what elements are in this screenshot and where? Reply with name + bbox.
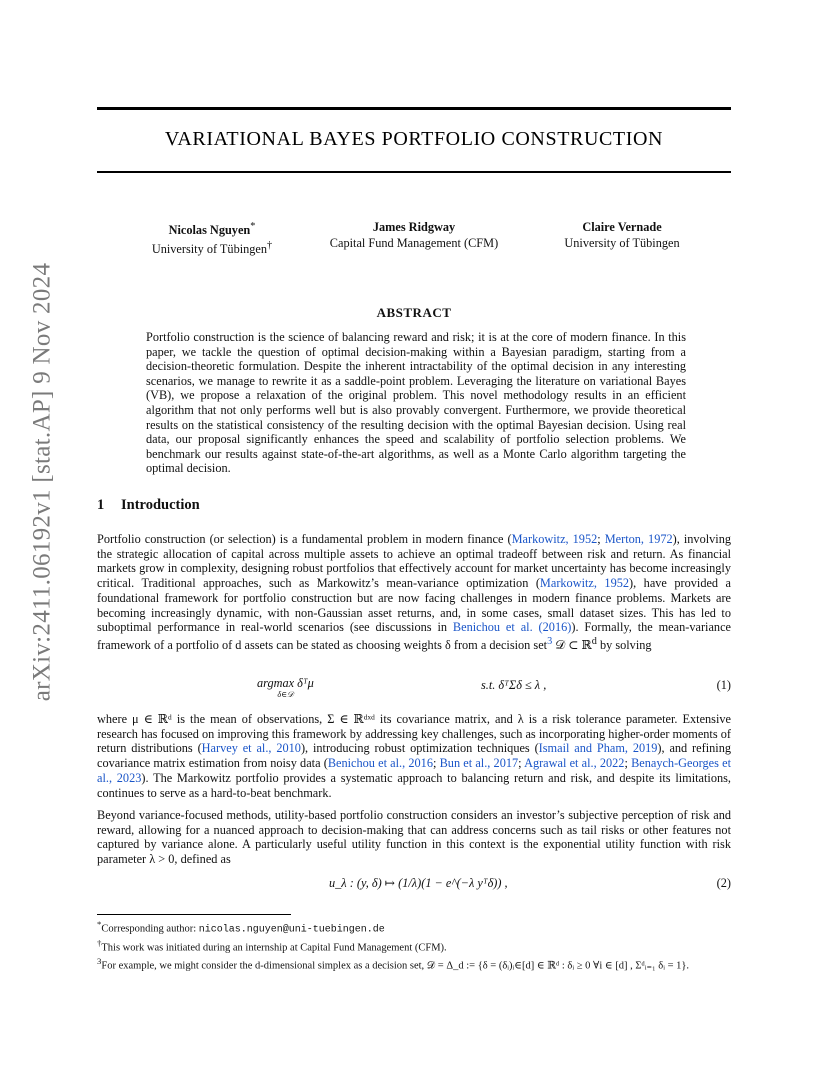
footnote	[97, 937, 731, 955]
superscript: d	[591, 635, 597, 647]
paper-title: VARIATIONAL BAYES PORTFOLIO CONSTRUCTION	[164, 128, 664, 150]
title-top-rule	[97, 107, 731, 110]
footnote-rule	[97, 914, 291, 915]
equation-constraint: s.t. δᵀΣδ ≤ λ ,	[481, 678, 547, 692]
text-run: Portfolio construction (or selection) is a fundamental problem in modern finance (	[97, 532, 512, 546]
text-run: ), introducing robust optimization techniques (	[300, 741, 539, 756]
equation-objective: argmax δᵀμ	[257, 676, 314, 690]
text-run: ;	[518, 756, 525, 771]
citation-link[interactable]: Benichou et al. (2016)	[452, 620, 572, 635]
author-affiliation: University of Tübingen	[564, 236, 680, 250]
equation-subscript: δ∈𝒟	[277, 690, 294, 699]
title-bottom-rule	[97, 171, 731, 173]
citation-link[interactable]: Benichou et al., 2016	[327, 756, 433, 771]
section-title: Introduction	[121, 497, 200, 513]
intro-paragraph-1	[97, 532, 731, 653]
footnote-text: For example, we might consider the d-dimensional simplex as a decision set, 𝒟 = Δ_d := {δ = (δᵢ)ᵢ∈[d] ∈ ℝᵈ : δᵢ ≥ 0 ∀i ∈ [d] , Σᵈᵢ₌₁ δᵢ = 1}.	[101, 960, 690, 972]
author-2	[319, 219, 509, 251]
text-run: where μ ∈ ℝᵈ is the mean of observations, Σ ∈ ℝᵈˣᵈ its covariance matrix, and λ is a risk tolerance parameter. Extensive research has focused on improving this framework by addressing key challenges, such as incorporating higher-order moments of return distributions (	[97, 712, 731, 756]
citation-link[interactable]: Markowitz, 1952	[511, 532, 598, 546]
footnote	[97, 955, 731, 973]
citation-link[interactable]: Merton, 1972	[604, 532, 673, 546]
section-heading	[97, 497, 200, 514]
text-run: by solving	[596, 638, 652, 653]
text-run: ;	[432, 756, 440, 771]
author-affiliation: University of Tübingen	[151, 242, 268, 257]
footnote-text: This work was initiated during an internship at Capital Fund Management (CFM).	[101, 942, 447, 954]
citation-link[interactable]: Markowitz, 1952	[539, 576, 630, 591]
text-run: 𝒟 ⊂ ℝ	[552, 638, 592, 653]
author-mark: *	[250, 221, 256, 232]
author-1	[137, 219, 287, 257]
text-run: ). Formally, the mean-variance framework of a portfolio of d assets can be stated as choosing weights δ from a decision set	[97, 620, 731, 653]
intro-paragraph-2	[97, 712, 731, 800]
text-run: ), and refining covariance matrix estimation from noisy data (	[97, 741, 731, 771]
text-run: ). The Markowitz portfolio provides a systematic approach to balancing return and risk, and despite its limitations, continues to serve as a hard-to-beat benchmark.	[97, 770, 731, 800]
footnote-mark: †	[97, 938, 102, 948]
text-run: ;	[624, 756, 632, 771]
footnote-link[interactable]: 3	[547, 635, 553, 647]
author-block	[97, 219, 731, 259]
abstract-heading: ABSTRACT	[376, 305, 452, 320]
equation-2	[97, 874, 731, 904]
citation-link[interactable]: Benaych-Georges et al., 2023	[97, 756, 731, 785]
arxiv-identifier-sidebar	[24, 262, 60, 702]
author-name: Claire Vernade	[582, 220, 662, 234]
footnote-mark: 3	[97, 956, 102, 966]
footnote-text: Corresponding author:	[101, 923, 199, 935]
text-run: ), have provided a foundational framework for portfolio construction but are now facing challenges in modern finance problems. Markets are becoming increasingly dynamic, with non-Gaussian asset returns, and, in some cases, small dataset sizes. This has led to suboptimal performance in real-world scenarios (see discussions in	[97, 576, 732, 635]
abstract-text: Portfolio construction is the science of balancing reward and risk; it is at the core of modern finance. In this paper, we tackle the question of optimal decision-making within a Bayesian paradigm, starting from a decision-theoretic formulation. Despite the inherent intractability of the optimal decision in any interesting scenarios, we manage to rewrite it as a saddle-point problem. Leveraging the literature on variational Bayes (VB), we propose a relaxation of the original problem. This novel methodology results in an efficient algorithm that not only performs well but is also provably convergent. Furthermore, we provide theoretical results on the statistical consistency of the resulting decision with the optimal Bayesian decision. Using real data, our proposal significantly enhances the speed and scalability of portfolio selection problems. We benchmark our results against state-of-the-art algorithms, as well as a Monte Carlo algorithm targeting the optimal decision.	[146, 330, 686, 476]
author-email[interactable]: nicolas.nguyen@uni-tuebingen.de	[198, 924, 385, 936]
text-run: ), involving the strategic allocation of capital across multiple assets to achieve an optimal tradeoff between risk and return. As financial markets grow in complexity, designing robust portfolios that effectively account for market uncertainty has become increasingly critical. Traditional approaches, such as Markowitz’s mean-variance optimization (	[97, 532, 732, 591]
intro-paragraph-3: Beyond variance-focused methods, utility-based portfolio construction considers an investor’s subjective perception of risk and reward, allowing for a nuanced approach to decision-making that can address concerns such as tail risks or other features not captured by variance alone. A particularly useful utility function in this context is the exponential utility function with risk parameter λ > 0, defined as	[97, 808, 731, 867]
footnote	[97, 918, 731, 937]
text-run: ;	[597, 532, 605, 546]
citation-link[interactable]: Ismail and Pham, 2019	[538, 741, 658, 756]
citation-link[interactable]: Agrawal et al., 2022	[524, 756, 625, 771]
author-name: James Ridgway	[372, 220, 456, 234]
arxiv-identifier: arXiv:2411.06192v1 [stat.AP] 9 Nov 2024	[28, 262, 55, 702]
affiliation-mark: †	[267, 240, 273, 252]
footnotes	[97, 918, 731, 973]
equation-lhs	[257, 676, 314, 700]
citation-link[interactable]: Bun et al., 2017	[439, 756, 519, 771]
equation-1	[97, 676, 731, 706]
author-3	[552, 219, 692, 251]
author-name: Nicolas Nguyen	[168, 223, 251, 238]
section-number: 1	[97, 497, 105, 513]
citation-link[interactable]: Harvey et al., 2010	[201, 741, 301, 756]
equation-number: (2)	[716, 876, 731, 890]
equation-number: (1)	[716, 678, 731, 692]
author-affiliation: Capital Fund Management (CFM)	[329, 236, 499, 250]
footnote-mark: *	[97, 919, 102, 929]
equation-utility: u_λ : (y, δ) ↦ (1/λ)(1 − e^(−λ yᵀδ)) ,	[329, 876, 508, 890]
